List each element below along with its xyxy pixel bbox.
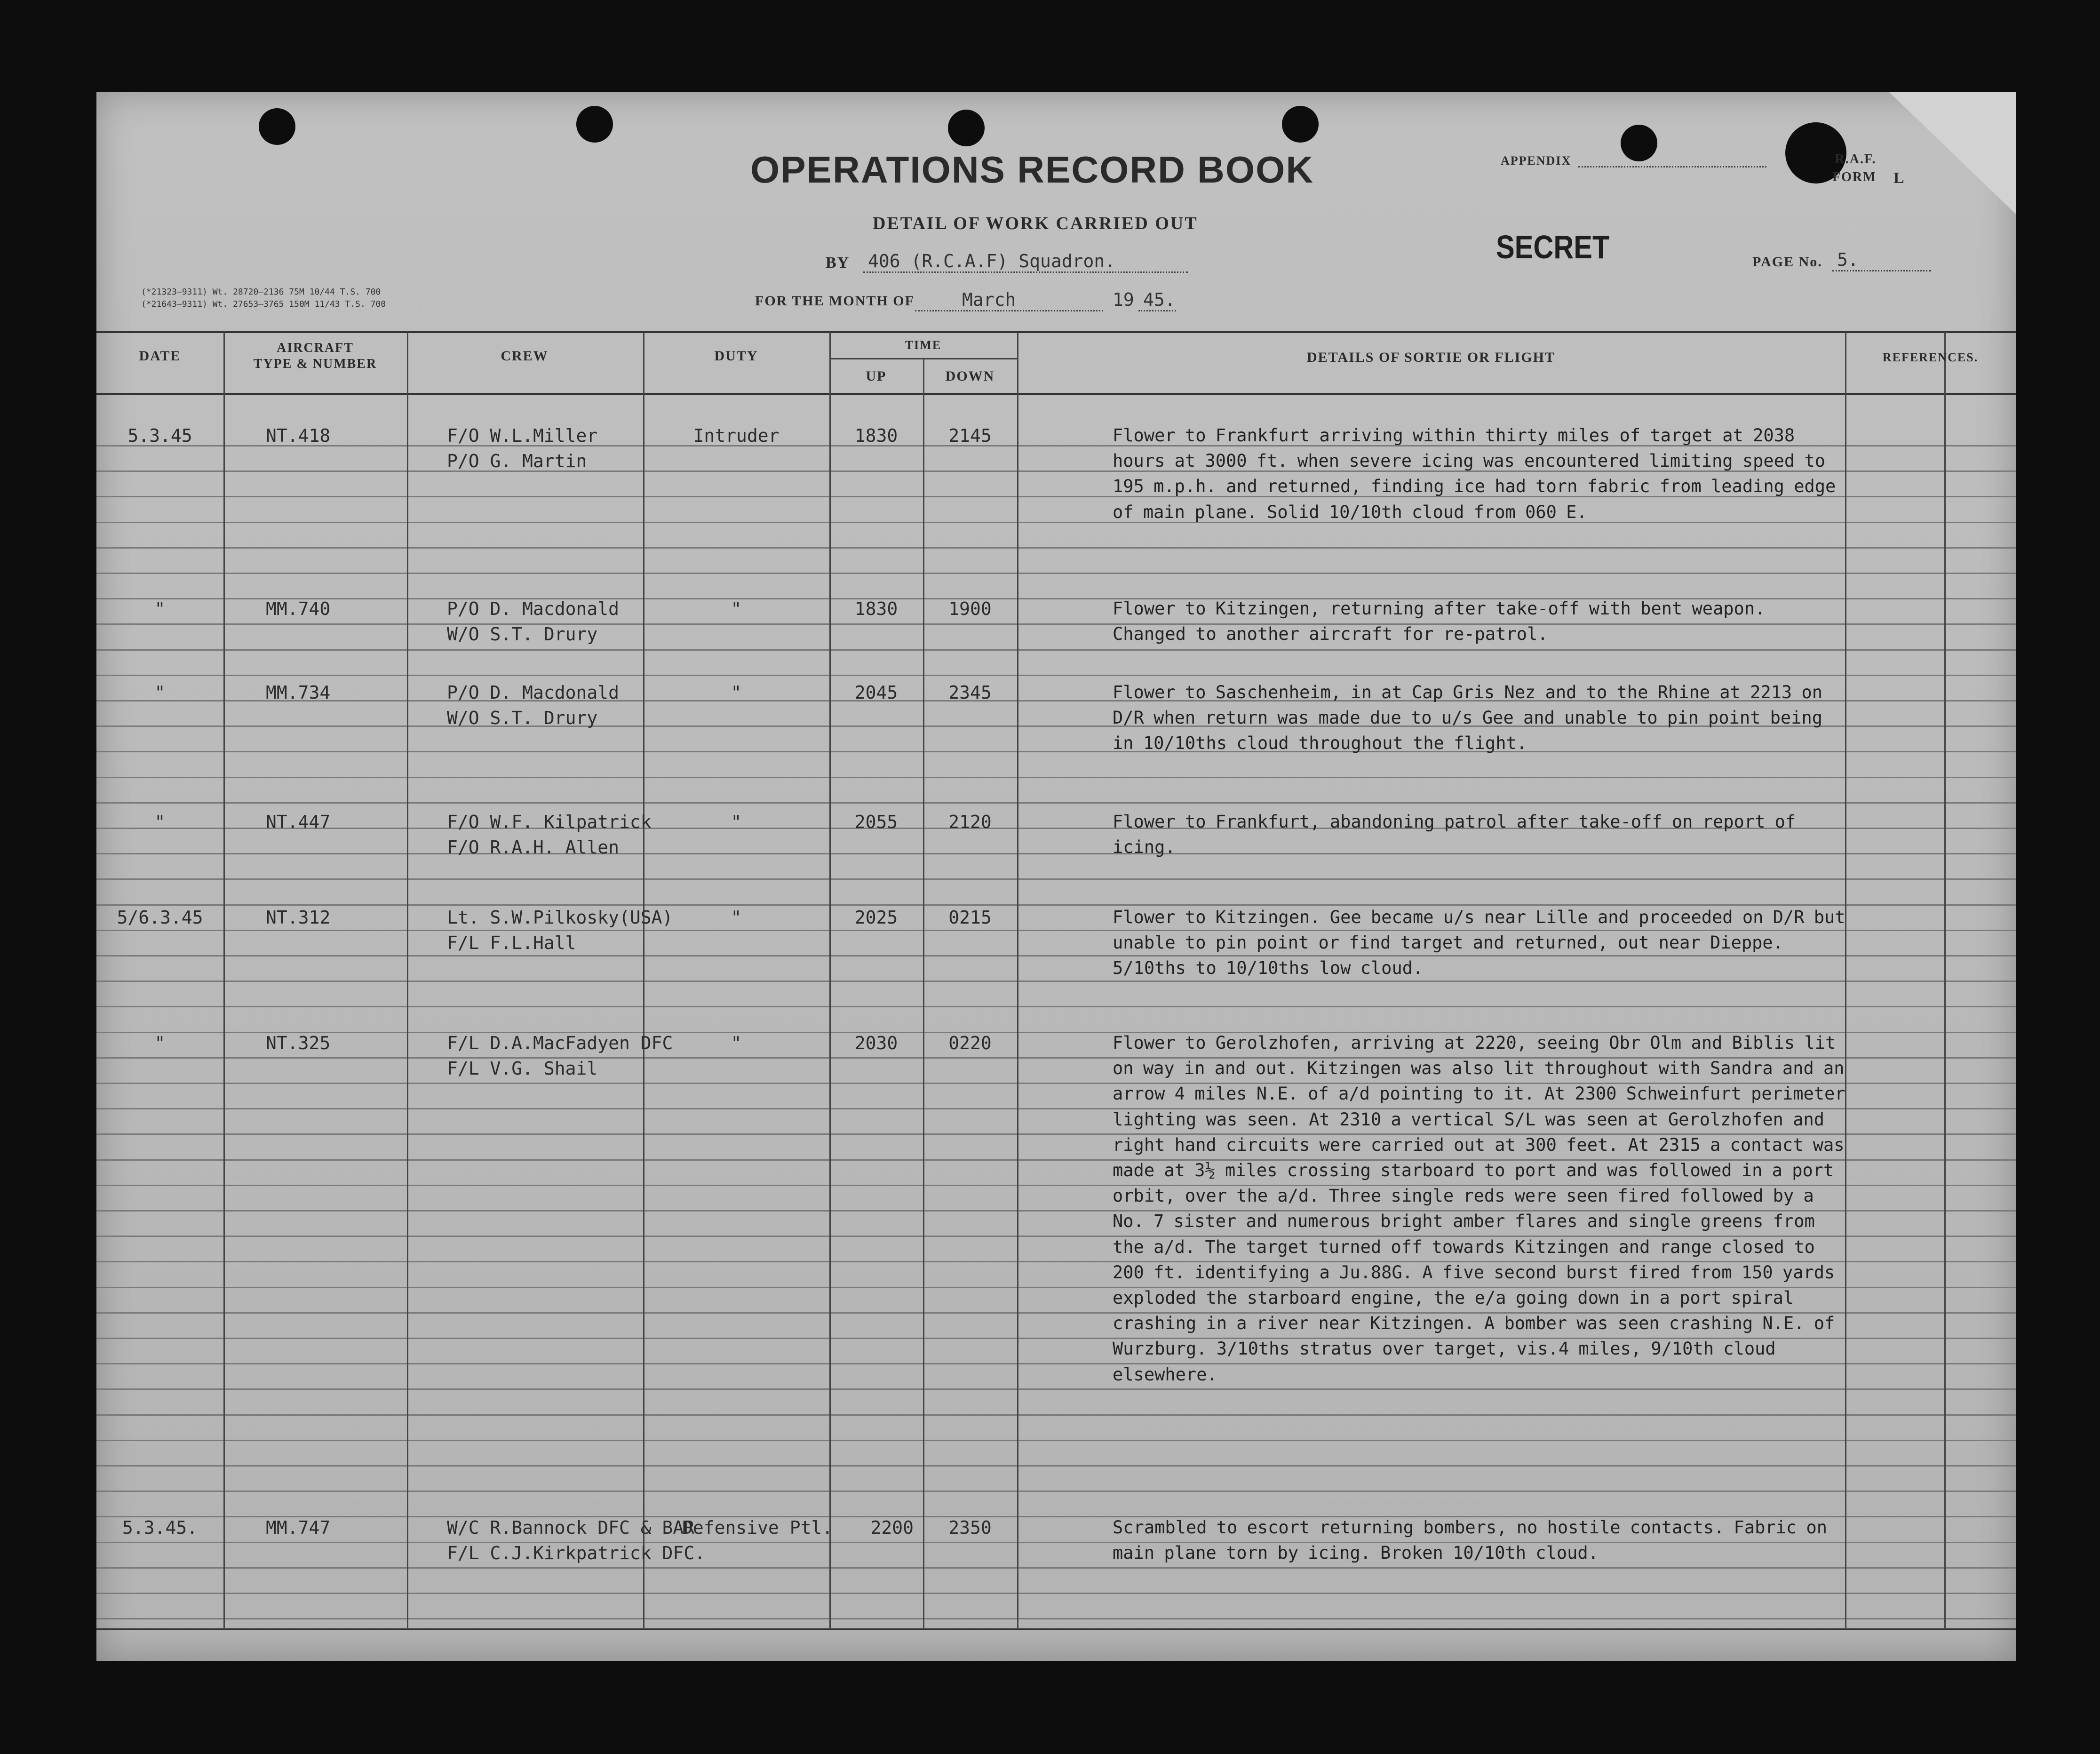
ruled-line (96, 802, 2016, 804)
entry-down: 0220 (948, 1033, 992, 1053)
entry-duty: " (731, 598, 742, 619)
entry-duty: " (731, 907, 742, 928)
entry-details: Flower to Kitzingen, returning after take-off with bent weapon. Changed to another aircraft for re-patrol. (1113, 598, 1766, 645)
entry-crew-1: P/O D. Macdonald (447, 598, 620, 619)
col-divider (1944, 332, 1946, 1629)
form-number: L (1893, 169, 1905, 187)
ruled-line (96, 547, 2016, 549)
entry-up: 2055 (854, 812, 898, 832)
ruled-line (96, 1414, 2016, 1416)
year-prefix: 19 (1113, 289, 1134, 310)
col-header-down: DOWN (945, 368, 995, 384)
col-header-aircraft: AIRCRAFT TYPE & NUMBER (253, 341, 377, 371)
table-top-rule (96, 331, 2016, 333)
page-number-field: 5. (1832, 249, 1931, 271)
entry-duty: " (731, 812, 742, 832)
col-divider (223, 332, 225, 1629)
entry-down: 0215 (948, 907, 992, 928)
ruled-line (96, 1618, 2016, 1619)
entry-crew-2: W/O S.T. Drury (447, 624, 598, 645)
entry-duty: " (731, 1033, 742, 1053)
appendix-line (1578, 166, 1766, 167)
entry-date: " (154, 1033, 166, 1053)
entry-crew-2: F/L C.J.Kirkpatrick DFC. (447, 1543, 706, 1563)
entry-crew-2: F/O R.A.H. Allen (447, 837, 620, 858)
ruled-line (96, 573, 2016, 574)
col-divider (407, 332, 408, 1629)
ruled-line (96, 649, 2016, 651)
entry-crew-1: P/O D. Macdonald (447, 682, 620, 703)
ruled-line (96, 675, 2016, 676)
entry-aircraft: MM.740 (266, 598, 331, 619)
col-divider (829, 332, 831, 1629)
form-label: R.A.F. FORM (1832, 152, 1877, 184)
entry-crew-1: Lt. S.W.Pilkosky(USA) (447, 907, 673, 928)
entry-aircraft: NT.418 (266, 425, 331, 446)
appendix-label: APPENDIX (1501, 154, 1572, 167)
entry-crew-1: W/C R.Bannock DFC & BAR (447, 1517, 695, 1538)
ruled-line (96, 878, 2016, 880)
col-header-time: TIME (905, 338, 942, 352)
entry-date: " (154, 598, 166, 619)
year-suffix: 45. (1138, 289, 1176, 311)
entry-details: Flower to Gerolzhofen, arriving at 2220, seeing Obr Olm and Biblis lit on way in and out. Kitzingen was also lit throughout with Sandra and an arrow 4 miles N.E. of a/d pointing to it. At 2300 Schweinfurt perimeter lighting was seen. At 2310 a vertical S/L was seen at Gerolzhofen and right hand circuits were carried out at 300 feet. At 2315 a contact was made at 3½ miles crossing starboard to port and was followed in a port orbit, over the a/d. Three single reds were seen fired followed by a No. 7 sister and numerous bright amber flares and single greens from the a/d. The target turned off towards Kitzingen and range closed to 200 ft. identifying a Ju.88G. A five second burst fired from 150 yards exploded the starboard engine, the e/a going down in a port spiral crashing in a river near Kitzingen. A bomber was seen crashing N.E. of Wurzburg. 3/10ths stratus over target, vis.4 miles, 9/10th cloud elsewhere. (1113, 1033, 1845, 1385)
col-divider (643, 332, 644, 1629)
folded-corner (1889, 92, 2016, 214)
entry-aircraft: MM.747 (266, 1517, 331, 1538)
col-header-duty: DUTY (714, 348, 758, 364)
entry-crew-2: F/L F.L.Hall (447, 933, 576, 953)
col-header-date: DATE (139, 348, 181, 364)
entry-down: 2345 (948, 682, 992, 703)
punch-hole (259, 108, 295, 145)
ruled-line (96, 1593, 2016, 1594)
entry-duty: Defensive Ptl. (682, 1517, 833, 1538)
ruled-line (96, 1567, 2016, 1569)
entry-date: 5.3.45. (122, 1517, 198, 1538)
punch-hole (576, 106, 613, 143)
punch-hole (1282, 106, 1319, 143)
classification-stamp: SECRET (1496, 229, 1610, 265)
entry-date: 5/6.3.45 (117, 907, 203, 928)
entry-crew-1: F/O W.L.Miller (447, 425, 598, 446)
ruled-line (96, 1388, 2016, 1390)
entry-details: Flower to Kitzingen. Gee became u/s near Lille and proceeded on D/R but unable to pin point or find target and returned, out near Dieppe. 5/10ths to 10/10ths low cloud. (1113, 907, 1845, 979)
table-bottom-rule (96, 1628, 2016, 1630)
entry-date: 5.3.45 (127, 425, 192, 446)
entry-crew-1: F/O W.F. Kilpatrick (447, 812, 652, 832)
col-header-crew: CREW (501, 348, 549, 364)
entry-details: Flower to Saschenheim, in at Cap Gris Nez and to the Rhine at 2213 on D/R when return was made due to u/s Gee and unable to pin point being in 10/10ths cloud throughout the flight. (1113, 682, 1823, 754)
punch-hole (1621, 125, 1657, 161)
entry-down: 2350 (948, 1517, 992, 1538)
entry-duty: Intruder (693, 425, 780, 446)
col-header-details: DETAILS OF SORTIE OR FLIGHT (1306, 350, 1556, 365)
entry-aircraft: MM.734 (266, 682, 331, 703)
ruled-line (96, 1006, 2016, 1007)
ruled-line (96, 1440, 2016, 1441)
entry-details: Flower to Frankfurt, abandoning patrol after take-off on report of icing. (1113, 812, 1796, 858)
page-subtitle: DETAIL OF WORK CARRIED OUT (873, 214, 1198, 233)
entry-date: " (154, 682, 166, 703)
entry-aircraft: NT.447 (266, 812, 331, 832)
page-number-label: PAGE No. (1752, 254, 1822, 270)
entry-up: 2030 (854, 1033, 898, 1053)
entry-aircraft: NT.325 (266, 1033, 331, 1053)
col-divider (1017, 332, 1018, 1629)
entry-crew-2: W/O S.T. Drury (447, 708, 598, 728)
entry-crew-2: P/O G. Martin (447, 451, 587, 471)
form-reference: (*21323—9311) Wt. 28720—2136 75M 10/44 T.S. 700 (*21643—9311) Wt. 27653—3765 150M 11/43 T.S. 700 (141, 287, 386, 309)
squadron-field: 406 (R.C.A.F) Squadron. (863, 251, 1188, 273)
ruled-line (96, 777, 2016, 778)
col-divider (923, 358, 924, 1629)
entry-date: " (154, 812, 166, 832)
entry-up: 1830 (854, 425, 898, 446)
entry-duty: " (731, 682, 742, 703)
record-sheet (96, 92, 2016, 1661)
entry-down: 2145 (948, 425, 992, 446)
punch-hole (948, 110, 985, 146)
ruled-line (96, 1465, 2016, 1467)
entry-details: Scrambled to escort returning bombers, no hostile contacts. Fabric on main plane torn by icing. Broken 10/10th cloud. (1113, 1517, 1828, 1563)
by-label: BY (826, 254, 850, 271)
entry-up: 2045 (854, 682, 898, 703)
entry-up: 2025 (854, 907, 898, 928)
entry-aircraft: NT.312 (266, 907, 331, 928)
entry-up: 1830 (854, 598, 898, 619)
ruled-line (96, 1491, 2016, 1492)
header-bottom-rule (96, 393, 2016, 395)
entry-up: 2200 (870, 1517, 914, 1538)
entry-crew-2: F/L V.G. Shail (447, 1058, 598, 1079)
col-header-references: REFERENCES. (1882, 351, 1979, 364)
month-field: March (915, 289, 1103, 311)
entry-crew-1: F/L D.A.MacFadyen DFC (447, 1033, 673, 1053)
entry-down: 1900 (948, 598, 992, 619)
entry-details: Flower to Frankfurt arriving within thirty miles of target at 2038 hours at 3000 ft. when severe icing was encountered limiting speed to 195 m.p.h. and returned, finding ice had torn fabric from leading edge of main plane. Solid 10/10th cloud from 060 E. (1113, 425, 1836, 522)
entry-down: 2120 (948, 812, 992, 832)
month-label: FOR THE MONTH OF (755, 293, 915, 309)
page-title: OPERATIONS RECORD BOOK (750, 149, 1314, 191)
col-header-up: UP (866, 368, 887, 384)
